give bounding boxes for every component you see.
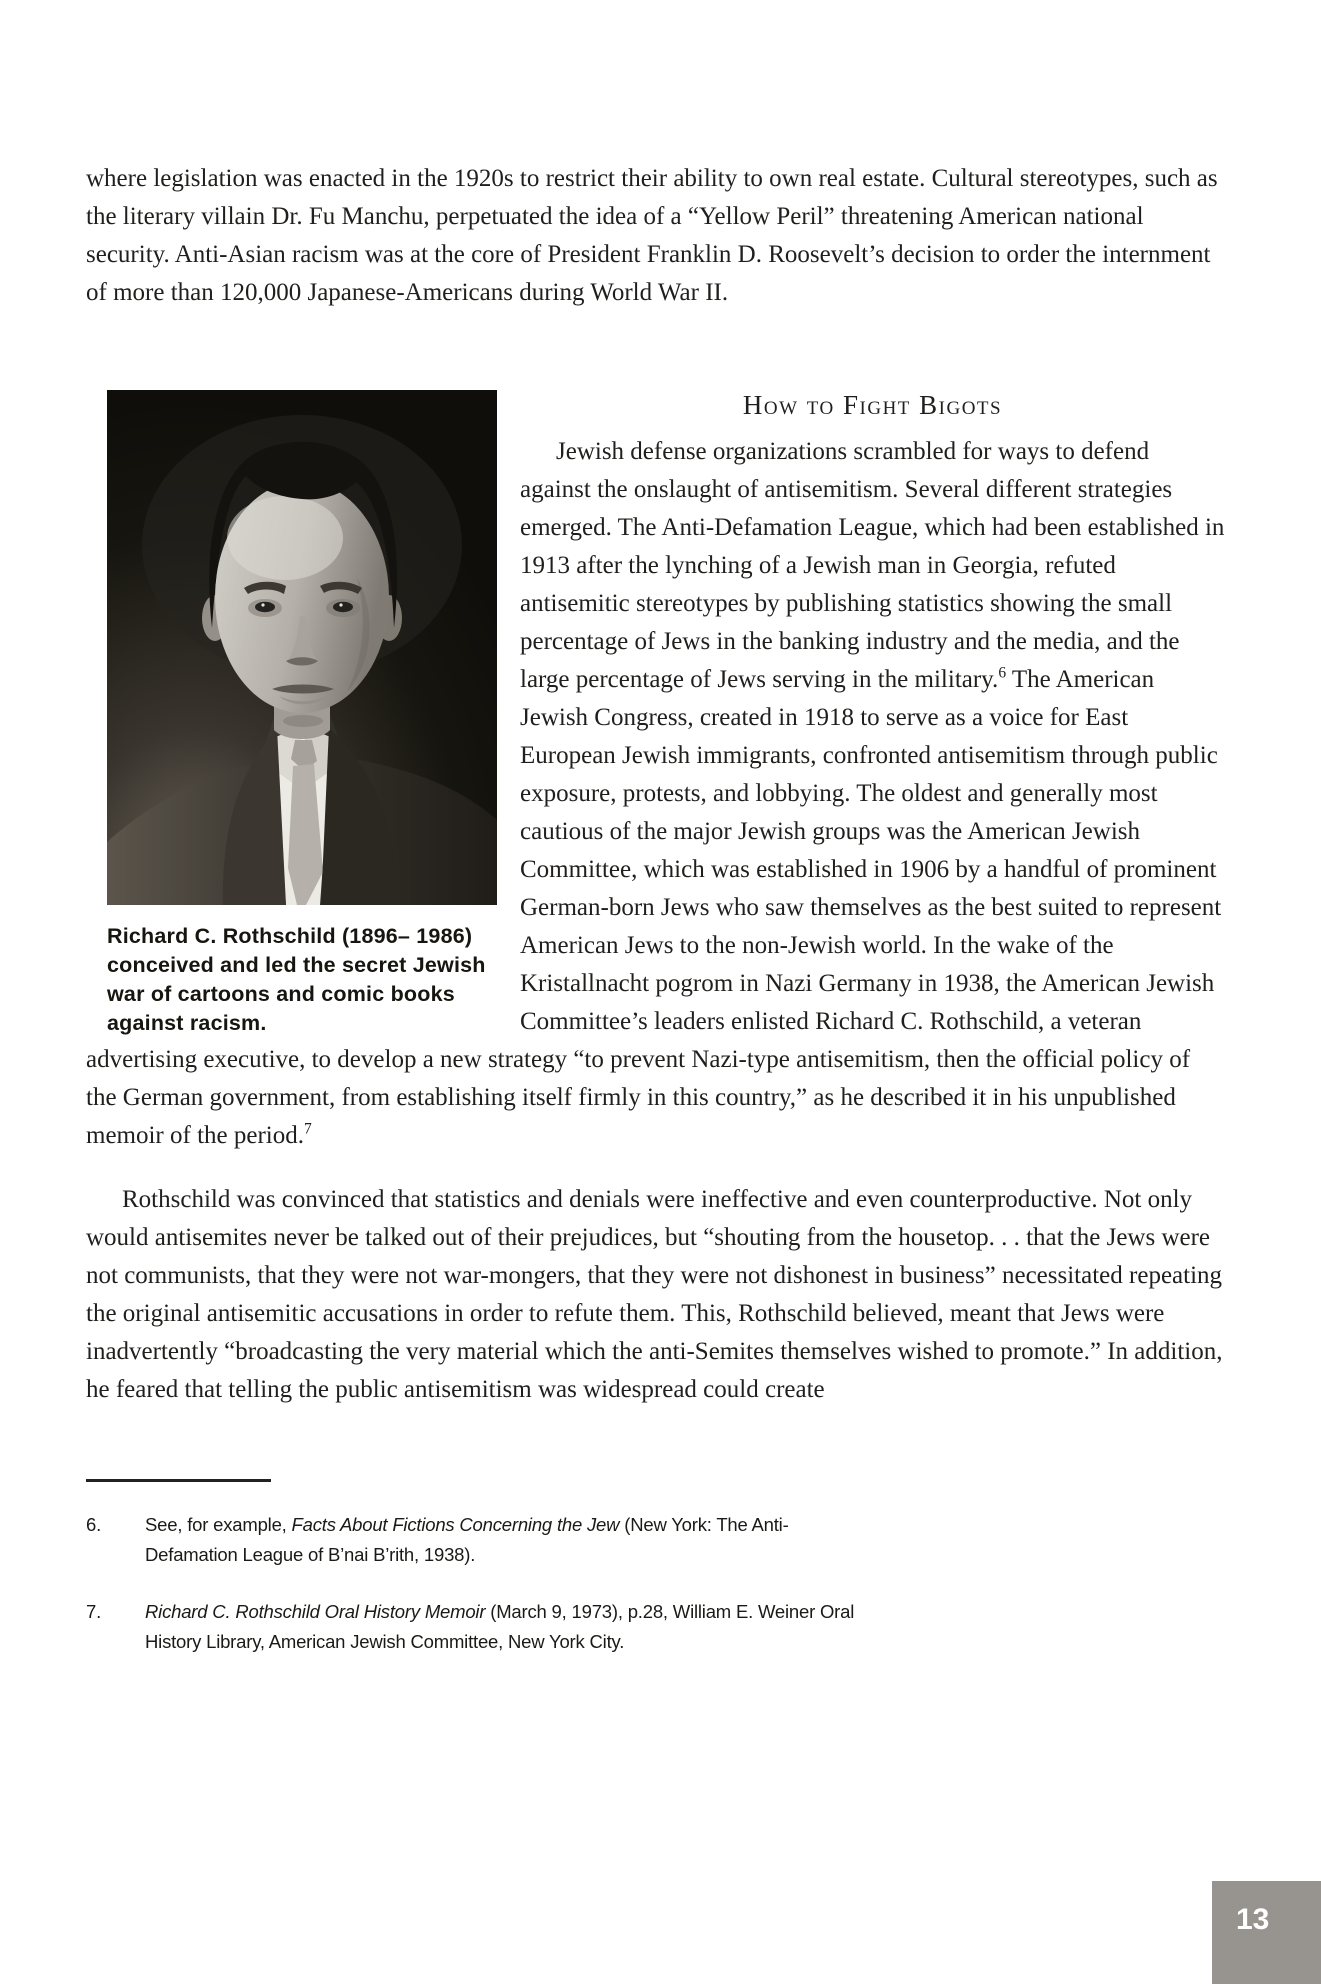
- photo-caption: Richard C. Rothschild (1896– 1986) conceived and led the secret Jewish war of cartoons and comic books against racism.: [107, 924, 486, 1035]
- footnote-text-pre: See, for example,: [145, 1514, 292, 1535]
- footnote-text: [145, 1597, 856, 1657]
- page-number-badge: [1212, 1881, 1321, 1984]
- article-paragraph-2: Rothschild was convinced that statistics and denials were ineffective and even counterproductive. Not only would antisemites never be talked out of their prejudices, but “shouting from the housetop. . . that the Jews were not communists, that they were not war-mongers, that they were not dishonest in business” necessitated repeating the original antisemitic accusations in order to refute them. This, Rothschild believed, meant that Jews were inadvertently “broadcasting the very material which the anti-Semites themselves wished to promote.” In addition, he feared that telling the public antisemitism was widespread could create: [86, 1186, 1223, 1403]
- footnote-number: 6.: [86, 1514, 102, 1535]
- footnote-item-7: [86, 1597, 856, 1657]
- footnote-text-post: (March 9, 1973), p.28, William E. Weiner Oral History Library, American Jewish Committee, New York City.: [145, 1601, 855, 1652]
- footnote-item-6: [86, 1510, 856, 1570]
- rothschild-portrait-photo: [107, 390, 497, 905]
- footnote-ref-7: 7: [304, 1120, 312, 1138]
- footnote-title-italic: Richard C. Rothschild Oral History Memoir: [145, 1601, 486, 1622]
- footnote-text-post: (New York: The Anti-Defamation League of B’nai B’rith, 1938).: [145, 1514, 789, 1565]
- intro-paragraph: where legislation was enacted in the 1920s to restrict their ability to own real estate. Cultural stereotypes, such as the literary villain Dr. Fu Manchu, perpetuated the idea of a “Yellow Peril” threatening American national security. Anti-Asian racism was at the core of President Franklin D. Roosevelt’s decision to order the internment of more than 120,000 Japanese-Americans during World War II.: [86, 165, 1218, 306]
- page-number: 13: [1236, 1903, 1270, 1936]
- how-to-fight-bigots-section: [86, 390, 1225, 1155]
- paragraph-1-text-a: Jewish defense organizations scrambled for ways to defend against the onslaught of antisemitism. Several different strategies emerged. The Anti-Defamation League, which had been established in 1913 after the lynching of a Jewish man in Georgia, refuted antisemitic stereotypes by publishing statistics showing the small percentage of Jews in the banking industry and the media, and the large percentage of Jews serving in the military.: [520, 438, 1225, 693]
- footnotes-block: [86, 1479, 1225, 1657]
- footnote-title-italic: Facts About Fictions Concerning the Jew: [291, 1514, 620, 1535]
- portrait-figure: [107, 390, 497, 1038]
- footnote-number: 7.: [86, 1601, 102, 1622]
- footnote-ref-6: 6: [998, 664, 1007, 682]
- footnote-divider: [86, 1479, 271, 1482]
- paragraph-1-text-b: The American Jewish Congress, created in 1918 to serve as a voice for East European Jewish immigrants, confronted antisemitism through public exposure, protests, and lobbying. The oldest and generally most cautious of the major Jewish groups was the American Jewish Committee, which was established in 1906 by a handful of prominent German-born Jews who saw themselves as the best suited to represent American Jews to the non-Jewish world. In the wake of the Kristallnacht pogrom in Nazi Germany in 1938, the American Jewish Committee’s leaders enlisted Richard C. Rothschild, a veteran advertising executive, to develop a new strategy “to prevent Nazi-type antisemitism, then the official policy of the German government, from establishing itself firmly in this country,” as he described it in his unpublished memoir of the period.: [86, 666, 1222, 1149]
- section-heading: How to Fight Bigots: [742, 390, 1003, 420]
- footnote-text: [145, 1510, 856, 1570]
